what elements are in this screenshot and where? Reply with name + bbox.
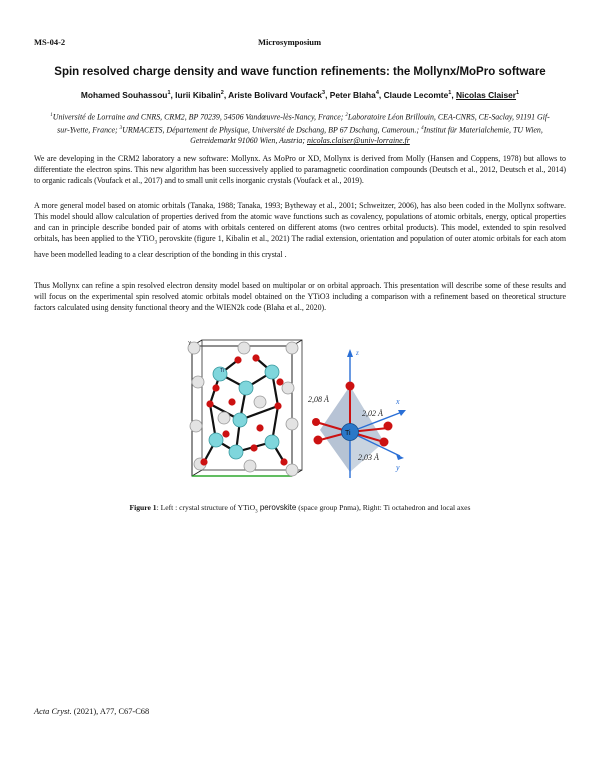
author-list: Mohamed Souhassou$^1$, Iurii Kibalin$^2$, Ariste Bolivard Voufack$^3$, Peter Blaha$^4$, Claude Lecomte$^1$, Nicolas Claiser$^1$ <box>80 90 520 100</box>
axis-y-label: y <box>396 463 400 472</box>
email-link[interactable]: nicolas.claiser@univ-lorraine.fr <box>307 136 410 146</box>
abstract-code: MS-04-2 <box>34 37 66 47</box>
author: Iurii Kibalin <box>175 90 221 100</box>
author: Ariste Bolivard Voufack <box>228 90 323 100</box>
author: Mohamed Souhassou <box>80 90 168 100</box>
octahedron-figure <box>300 344 410 486</box>
paragraph-2: A more general model based on atomic orbitals (Tanaka, 1988; Tanaka, 1993; Bytheway et al., 2001; Schweitzer, 2006), has also been coded in the Mollynx software. This model should allow calculation of properties derived from the atomic wave functions such as covalency, populations of atomic orbitals, energy, optical properties and can in principle describe bonded pair of atoms with orbitals centered on different atoms (two centres orbital products). This model, extended to spin resolved orbitals, has been applied to the YTiO$_3$ perovskite (figure 1, Kibalin et al., 2021) The radial extension, orientation and population of outer atomic orbitals for each atom have been modelled leading to a clear description of the bonding in this crystal . <box>34 201 566 259</box>
crystal-structure-figure <box>180 336 310 486</box>
author: Peter Blaha <box>329 90 376 100</box>
paper-title: Spin resolved charge density and wave function refinements: the Mollynx/MoPro software <box>54 66 546 78</box>
axis-x-label: x <box>396 397 400 406</box>
figure-caption: Figure 1: Left : crystal structure of YTiO$_3$ perovskite (space group Pnma), Right: Ti octahedron and local axes <box>129 503 471 515</box>
atom-label-y: Y <box>188 341 192 347</box>
center-atom-label: Ti <box>345 430 351 437</box>
distance-label-1: 2,08 Å <box>308 395 329 404</box>
atom-label-ti: Ti <box>220 368 224 374</box>
axis-z-label: z <box>356 349 359 357</box>
paragraph-1: We are developing in the CRM2 laboratory a new software: Mollynx. As MoPro or XD, Mollynx is derived from Molly (Hansen and Coppens, 1978) but allows to differentiate the electron spins. This new algorithm has been successively applied to paramagnetic coordination compounds (Deutsch et al., 2012, Deutsch et al., 2014) to organic radicals (Voufack et al., 2017) and to small unit cells inorganic crystals (Voufack et al., 2019). <box>34 154 566 185</box>
citation-footer: Acta Cryst. (2021), A77, C67-C68 <box>34 707 150 716</box>
section-name: Microsymposium <box>258 37 322 47</box>
presenting-author: Nicolas Claiser <box>455 90 517 100</box>
distance-label-3: 2,03 Å <box>358 453 379 462</box>
distance-label-2: 2,02 Å <box>362 409 383 418</box>
author: Claude Lecomte <box>383 90 449 100</box>
paragraph-3: Thus Mollynx can refine a spin resolved electron density model based on multipolar or on orbital approach. This presentation will describe some of these results and will focus on the experimental spin resolved atomic orbitals model obtained on the YTiO3 including a comparison with a refinement based on theoretical structure factors calculated using density functional theory and the WIEN2k code (Blaha et al., 2020). <box>34 281 566 312</box>
affiliations: $^1$Université de Lorraine and CNRS, CRM2, BP 70239, 54506 Vandœuvre-lès-Nancy, France; $^2$Laboratoire Léon Brillouin, CEA-CNRS, CE-Saclay, 91191 Gif-sur-Yvette, France; $^3$URMACETS, Département de Physique, Université de Dschang, BP 67 Dschang, Cameroun.; $^4$Institut für Materialchemie, TU Wien, Getreidemarkt 91060 Wien, Austria; nicolas.claiser@univ-lorraine.fr <box>50 112 550 146</box>
